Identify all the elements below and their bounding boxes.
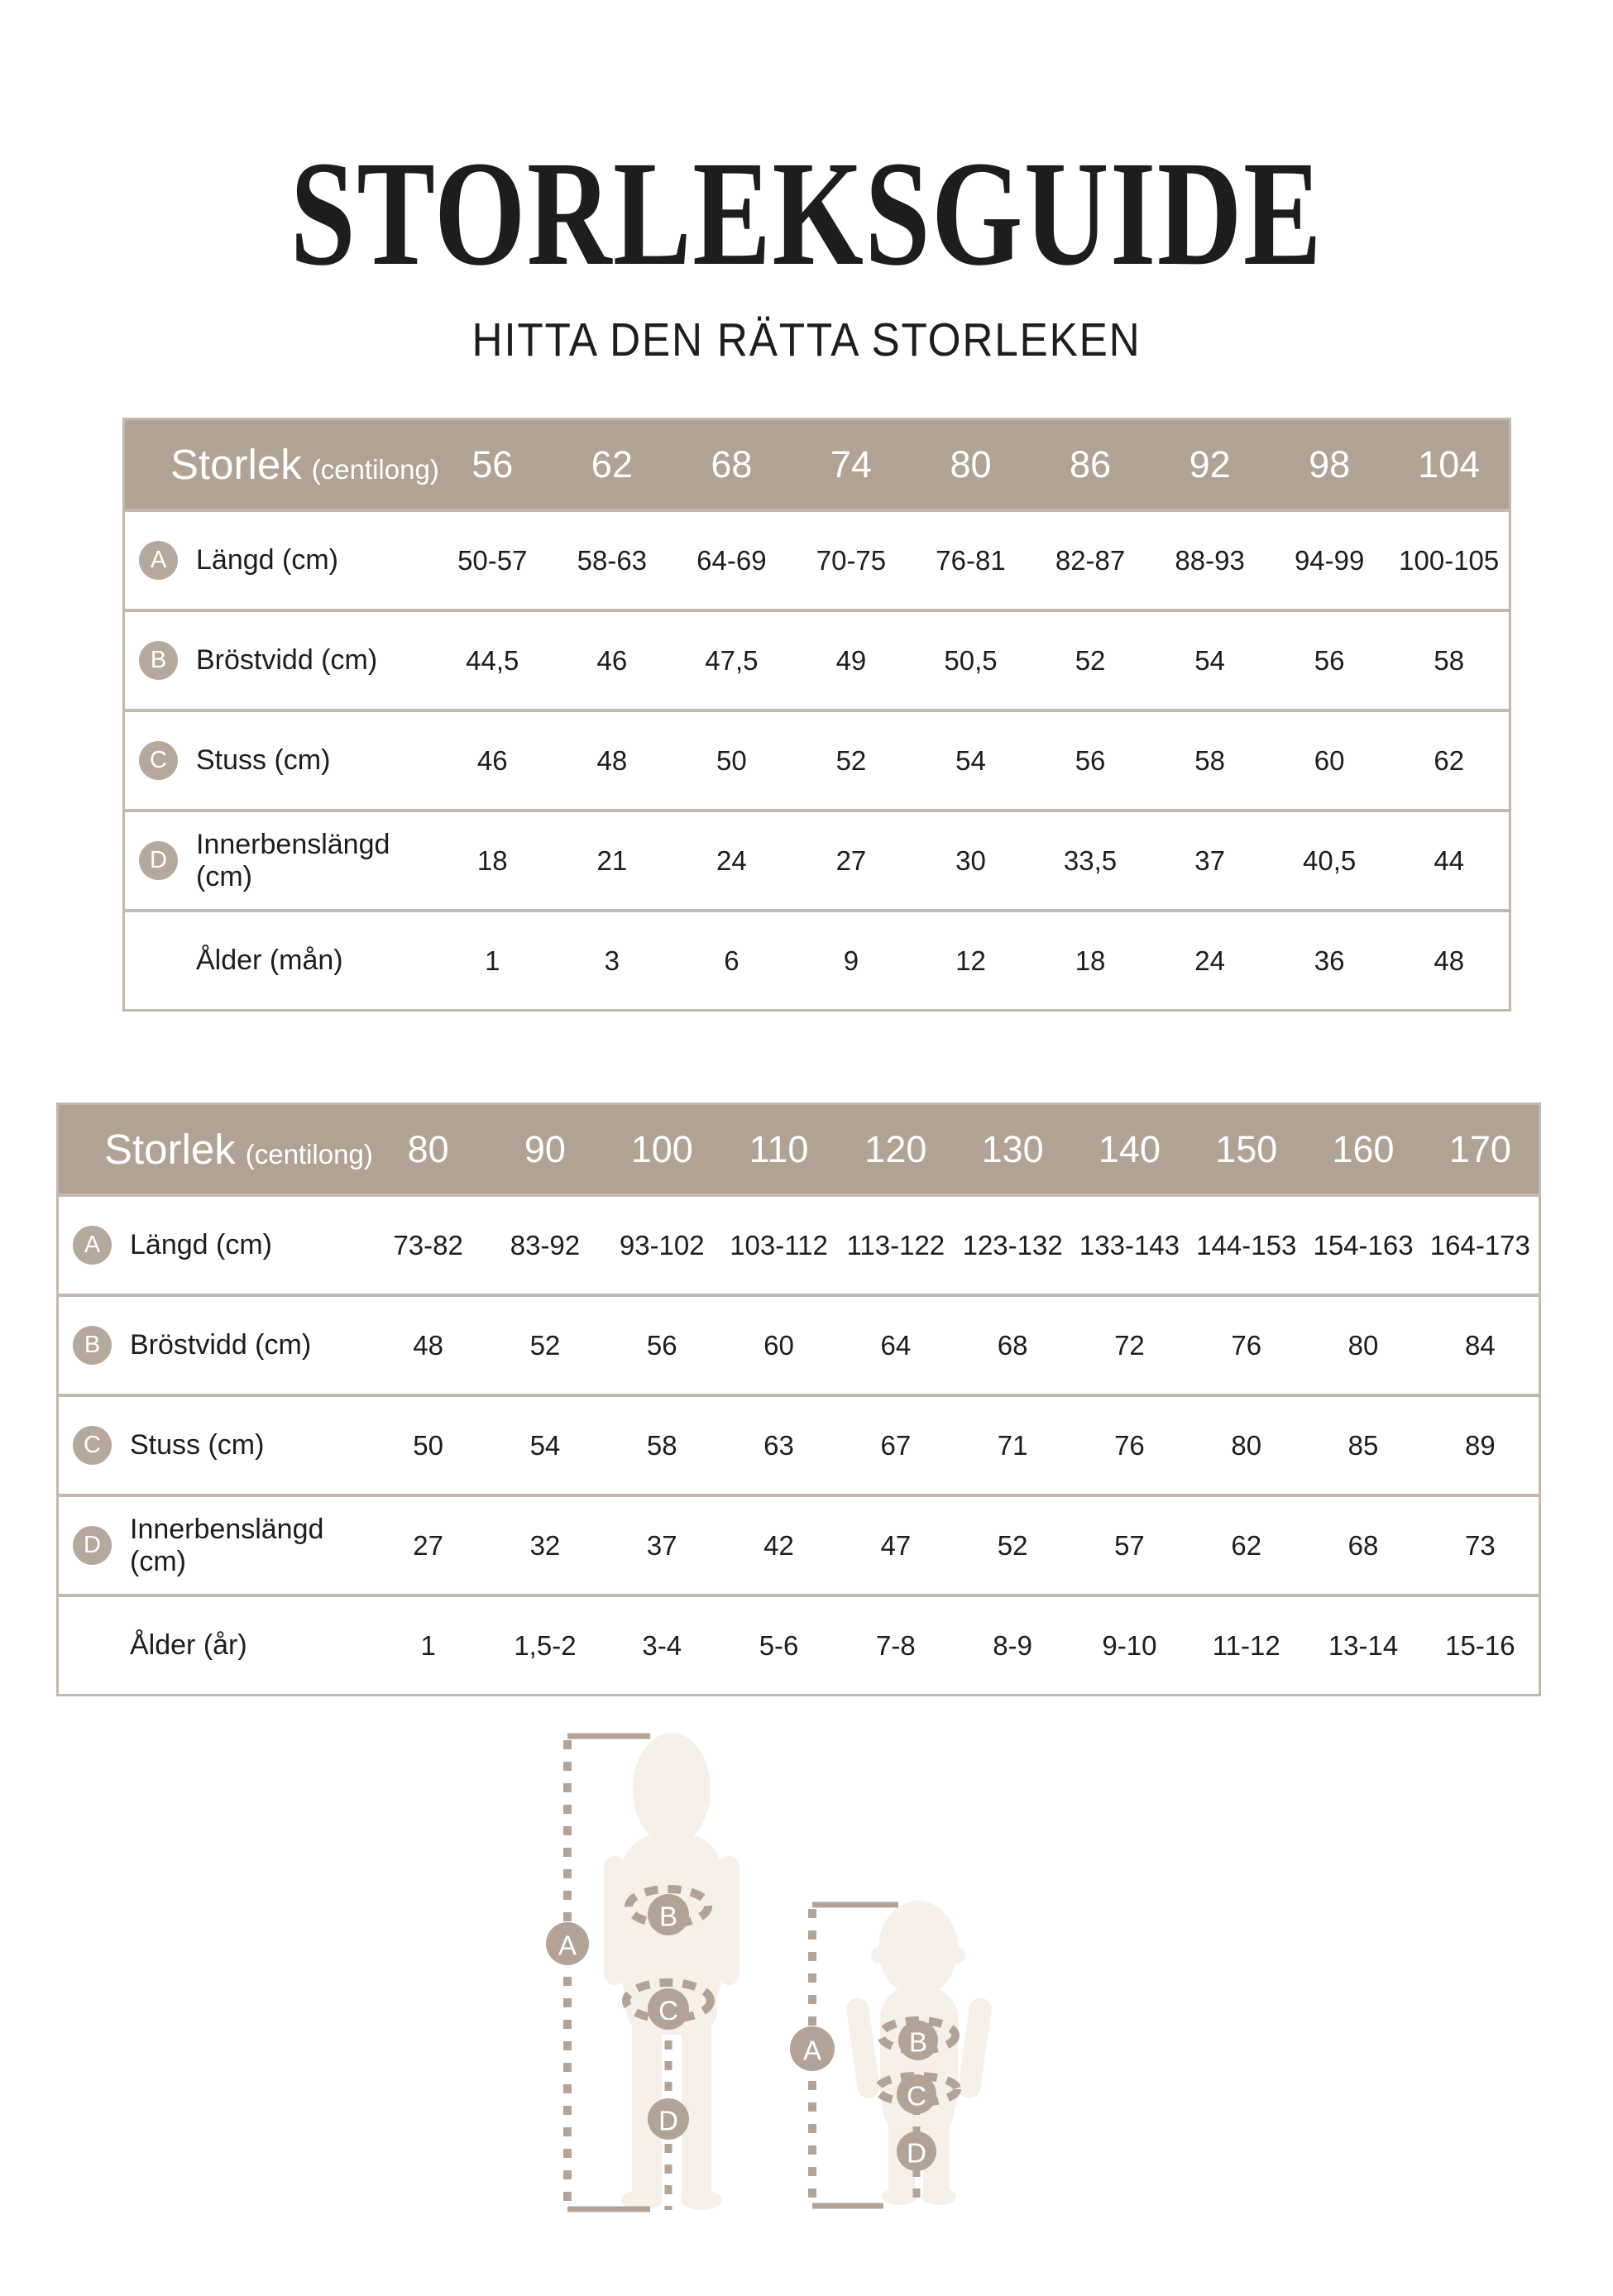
size-value-cell: 83-92 [510, 1229, 581, 1260]
row-label: Ålder (mån) [196, 945, 343, 976]
size-value-cell: 72 [1114, 1329, 1145, 1361]
size-value-cell: 82-87 [1055, 544, 1126, 576]
size-value-cell: 42 [763, 1529, 794, 1561]
size-value-cell: 24 [1194, 945, 1225, 976]
table-header-row [125, 420, 1509, 509]
table-row [125, 509, 1509, 609]
measure-badge: B [139, 641, 178, 680]
size-column-header: 140 [1098, 1127, 1161, 1170]
table-row [125, 909, 1509, 1009]
size-column-header: 90 [524, 1127, 566, 1170]
marker-c-label-small: C [907, 2080, 926, 2112]
row-label-cell [59, 1629, 370, 1662]
size-value-cell: 56 [646, 1329, 677, 1361]
row-label-cell [125, 641, 433, 680]
table-header-unit: (centilong) [245, 1139, 373, 1170]
size-value-cell: 70-75 [816, 544, 887, 576]
table-header-label-cell [59, 1125, 373, 1174]
size-value-cell: 1 [420, 1629, 436, 1661]
size-column-header: 110 [749, 1127, 809, 1170]
size-value-cell: 84 [1464, 1329, 1496, 1361]
size-value-cell: 80 [1231, 1429, 1262, 1461]
size-value-cell: 46 [596, 644, 628, 676]
size-value-cell: 76 [1231, 1329, 1262, 1361]
table-row [59, 1494, 1539, 1594]
size-column-header: 98 [1309, 442, 1351, 486]
marker-b-label-small: B [908, 2026, 928, 2058]
size-value-cell: 67 [880, 1429, 912, 1461]
size-value-cell: 7-8 [875, 1629, 916, 1661]
size-column-header: 100 [630, 1127, 693, 1170]
size-value-cell: 164-173 [1429, 1229, 1530, 1260]
size-table-kids [56, 1103, 1541, 1696]
size-value-cell: 54 [529, 1429, 561, 1461]
row-label-cell [125, 829, 433, 893]
row-label-cell [125, 541, 433, 580]
measure-badge: C [139, 741, 178, 780]
marker-b-label: B [658, 1901, 678, 1932]
table-header-unit: (centilong) [311, 454, 439, 485]
size-value-cell: 48 [596, 744, 628, 776]
size-value-cell: 50 [413, 1429, 443, 1461]
size-value-cell: 64 [880, 1329, 912, 1361]
size-value-cell: 144-153 [1196, 1229, 1297, 1260]
size-value-cell: 62 [1231, 1529, 1262, 1561]
size-value-cell: 103-112 [730, 1229, 828, 1260]
size-value-cell: 3-4 [642, 1629, 682, 1661]
size-value-cell: 89 [1464, 1429, 1496, 1461]
table-row [59, 1394, 1539, 1494]
size-value-cell: 48 [413, 1329, 443, 1361]
row-label: Längd (cm) [130, 1229, 272, 1260]
size-column-header: 150 [1215, 1127, 1278, 1170]
size-value-cell: 50 [716, 744, 747, 776]
size-value-cell: 94-99 [1294, 544, 1365, 576]
row-label-cell [125, 945, 433, 977]
size-value-cell: 133-143 [1079, 1229, 1180, 1260]
size-value-cell: 5-6 [759, 1629, 799, 1661]
row-label-cell [125, 741, 433, 780]
measure-badge: B [73, 1326, 112, 1365]
size-value-cell: 62 [1434, 744, 1465, 776]
row-label-cell [59, 1326, 370, 1365]
table-row [59, 1294, 1539, 1394]
row-label-cell [59, 1226, 370, 1265]
size-value-cell: 113-122 [846, 1229, 945, 1260]
size-value-cell: 8-9 [993, 1629, 1032, 1661]
size-value-cell: 68 [1347, 1529, 1379, 1561]
size-value-cell: 57 [1114, 1529, 1145, 1561]
measure-badge: D [139, 841, 178, 880]
size-value-cell: 36 [1314, 945, 1345, 976]
size-value-cell: 12 [955, 945, 986, 976]
row-label: Längd (cm) [196, 544, 338, 576]
size-value-cell: 47 [880, 1529, 912, 1561]
size-column-header: 80 [950, 442, 992, 486]
marker-c-label: C [658, 1995, 678, 2026]
size-value-cell: 73-82 [393, 1229, 463, 1260]
table-row [59, 1193, 1539, 1294]
size-column-header: 74 [830, 442, 872, 486]
size-column-header: 160 [1332, 1127, 1395, 1170]
size-value-cell: 37 [1194, 844, 1225, 876]
row-label-cell [59, 1426, 370, 1465]
size-value-cell: 15-16 [1445, 1629, 1515, 1661]
size-value-cell: 76 [1114, 1429, 1145, 1461]
size-value-cell: 50,5 [944, 644, 998, 676]
row-label: Innerbenslängd (cm) [130, 1513, 324, 1577]
size-value-cell: 52 [835, 744, 867, 776]
size-value-cell: 44,5 [466, 644, 519, 676]
size-value-cell: 49 [835, 644, 867, 676]
size-value-cell: 3 [604, 945, 620, 976]
badge-spacer [73, 1645, 112, 1646]
size-value-cell: 1,5-2 [514, 1629, 577, 1661]
size-value-cell: 73 [1464, 1529, 1496, 1561]
measure-badge: A [139, 541, 178, 580]
size-column-header: 104 [1418, 442, 1481, 486]
size-value-cell: 58-63 [577, 544, 648, 576]
size-value-cell: 60 [1314, 744, 1345, 776]
size-value-cell: 30 [955, 844, 986, 876]
marker-a-label-small: A [802, 2035, 822, 2066]
page-title: STORLEKSGUIDE [290, 131, 1323, 297]
row-label: Stuss (cm) [196, 744, 331, 776]
size-value-cell: 27 [413, 1529, 443, 1561]
size-value-cell: 9 [843, 945, 859, 976]
marker-d-label: D [658, 2105, 678, 2136]
size-value-cell: 154-163 [1313, 1229, 1414, 1260]
measure-badge: A [73, 1226, 112, 1265]
size-value-cell: 46 [476, 744, 508, 776]
size-value-cell: 11-12 [1212, 1629, 1280, 1661]
table-row [125, 809, 1509, 909]
size-value-cell: 71 [997, 1429, 1028, 1461]
size-column-header: 170 [1448, 1127, 1511, 1170]
table-header-row [59, 1105, 1539, 1193]
measurement-diagram [0, 1696, 1613, 2296]
size-value-cell: 56 [1314, 644, 1345, 676]
size-value-cell: 123-132 [962, 1229, 1063, 1260]
size-value-cell: 52 [529, 1329, 561, 1361]
row-label: Bröstvidd (cm) [196, 644, 378, 676]
size-value-cell: 9-10 [1102, 1629, 1157, 1661]
size-value-cell: 13-14 [1328, 1629, 1399, 1661]
size-column-header: 86 [1070, 442, 1112, 486]
size-column-header: 56 [471, 442, 514, 486]
measure-badge: D [73, 1526, 112, 1565]
measure-badge: C [73, 1426, 112, 1465]
size-value-cell: 68 [997, 1329, 1028, 1361]
size-value-cell: 52 [997, 1529, 1028, 1561]
size-value-cell: 18 [476, 844, 508, 876]
size-value-cell: 60 [763, 1329, 794, 1361]
size-column-header: 120 [864, 1127, 927, 1170]
size-value-cell: 58 [646, 1429, 677, 1461]
size-value-cell: 48 [1434, 945, 1465, 976]
size-column-header: 80 [407, 1127, 449, 1170]
size-value-cell: 24 [716, 844, 747, 876]
size-value-cell: 54 [1194, 644, 1225, 676]
badge-spacer [139, 960, 178, 961]
size-value-cell: 56 [1075, 744, 1106, 776]
size-value-cell: 88-93 [1175, 544, 1245, 576]
size-column-header: 68 [711, 442, 753, 486]
size-column-header: 92 [1189, 442, 1231, 486]
size-value-cell: 85 [1347, 1429, 1379, 1461]
row-label-cell [59, 1514, 370, 1578]
size-table-baby [122, 418, 1511, 1012]
size-value-cell: 52 [1075, 644, 1106, 676]
marker-d-label-small: D [907, 2137, 926, 2169]
size-column-header: 130 [981, 1127, 1044, 1170]
row-label: Bröstvidd (cm) [130, 1329, 312, 1361]
size-value-cell: 37 [646, 1529, 677, 1561]
size-value-cell: 18 [1075, 945, 1106, 976]
size-value-cell: 21 [596, 844, 628, 876]
size-value-cell: 63 [763, 1429, 794, 1461]
size-value-cell: 1 [485, 945, 500, 976]
table-row [125, 609, 1509, 709]
table-row [59, 1594, 1539, 1694]
size-value-cell: 33,5 [1063, 844, 1118, 876]
size-value-cell: 50-57 [457, 544, 528, 576]
size-column-header: 62 [591, 442, 633, 486]
size-value-cell: 100-105 [1399, 544, 1500, 576]
row-label: Innerbenslängd (cm) [196, 828, 390, 892]
size-value-cell: 64-69 [696, 544, 767, 576]
size-value-cell: 6 [724, 945, 739, 976]
table-header-title: Storlek [104, 1126, 236, 1173]
row-label: Stuss (cm) [130, 1429, 265, 1461]
size-value-cell: 76-81 [936, 544, 1006, 576]
size-value-cell: 58 [1194, 744, 1225, 776]
size-value-cell: 32 [529, 1529, 561, 1561]
size-value-cell: 93-102 [619, 1229, 705, 1260]
size-value-cell: 80 [1347, 1329, 1379, 1361]
size-value-cell: 58 [1434, 644, 1465, 676]
page-subtitle: HITTA DEN RÄTTA STORLEKEN [471, 313, 1142, 366]
marker-a-label: A [558, 1930, 577, 1961]
size-value-cell: 54 [955, 744, 986, 776]
size-value-cell: 44 [1434, 844, 1465, 876]
row-label: Ålder (år) [130, 1629, 247, 1661]
size-value-cell: 40,5 [1303, 844, 1357, 876]
size-value-cell: 47,5 [705, 644, 759, 676]
table-header-title: Storlek [170, 441, 302, 488]
table-header-label-cell [125, 440, 439, 489]
table-row [125, 709, 1509, 809]
size-value-cell: 27 [835, 844, 867, 876]
